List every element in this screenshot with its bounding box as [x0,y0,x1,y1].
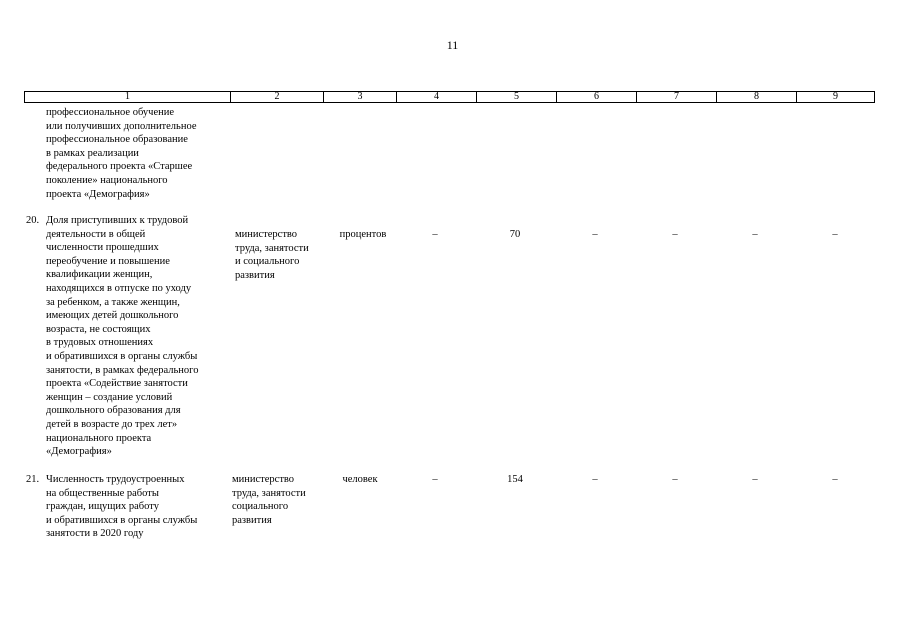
row-20-indicator: Доля приступивших к трудовой деятельности в общей численности прошедших переобучение и повышение квалификации женщин, находящихся в отпуске по уходу за ребенком, а также женщин, имеющих детей дошкольного возраста, не состоящих в трудовых отношениях и обратившихся в органы службы занятости, в рамках федерального проекта «Содействие занятости женщин – создание условий дошкольного образования для детей в возрасте до трех лет» национального проекта «Демография» [46,215,199,458]
row-20-col-6: – [592,229,598,240]
row-20-col-8: – [752,229,758,240]
header-col-3: 3 [323,92,396,102]
row-21-unit: человек [342,474,378,485]
row-21-col-4: – [432,474,438,485]
header-col-6: 6 [556,92,636,102]
row-20-col-5: 70 [509,229,521,240]
header-col-9: 9 [796,92,874,102]
row-21-col-8: – [752,474,758,485]
row-20-unit: процентов [339,229,387,240]
header-col-2: 2 [230,92,323,102]
header-col-5: 5 [476,92,556,102]
header-col-7: 7 [636,92,716,102]
header-col-8: 8 [716,92,796,102]
row-20-number: 20. [26,215,40,226]
row-21-col-6: – [592,474,598,485]
continuation-indicator-text: профессиональное обучение или получивших дополнительное профессиональное образование в рамках реализации федерального проекта «Старшее поколение» национального проекта «Демография» [46,107,197,200]
page-number: 11 [446,38,459,52]
row-21-responsible: министерство труда, занятости социального развития [232,474,306,526]
row-21-col-9: – [832,474,838,485]
table-header-row [24,91,875,103]
row-20-col-7: – [672,229,678,240]
row-21-number: 21. [26,474,40,485]
row-20-responsible: министерство труда, занятости и социального развития [235,229,309,281]
row-21-indicator: Численность трудоустроенных на общественные работы граждан, ищущих работу и обратившихся в органы службы занятости в 2020 году [46,474,198,540]
row-21-col-7: – [672,474,678,485]
row-20-col-9: – [832,229,838,240]
header-col-1: 1 [125,91,130,102]
row-21-col-5: 154 [507,474,523,485]
row-20-col-4: – [432,229,438,240]
header-col-4: 4 [396,92,476,102]
